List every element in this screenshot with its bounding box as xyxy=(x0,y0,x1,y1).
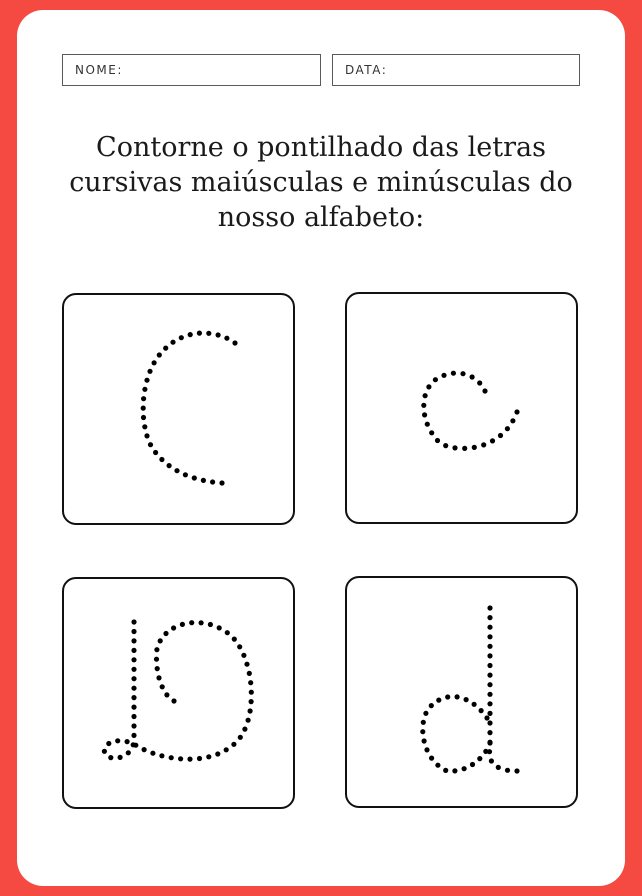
tracing-dot xyxy=(484,715,489,720)
tracing-card-uppercase-c xyxy=(62,293,295,525)
tracing-dot xyxy=(487,682,492,687)
tracing-dot xyxy=(487,740,492,745)
tracing-dot xyxy=(108,755,113,760)
tracing-dot xyxy=(106,741,111,746)
tracing-dot xyxy=(487,720,492,725)
tracing-dot xyxy=(188,332,193,337)
tracing-dot xyxy=(487,653,492,658)
tracing-dot xyxy=(420,729,425,734)
tracing-dot xyxy=(421,720,426,725)
tracing-dot xyxy=(443,443,448,448)
tracing-dot xyxy=(163,631,168,636)
tracing-dot xyxy=(241,653,246,658)
tracing-dot xyxy=(460,371,465,376)
tracing-dot xyxy=(154,647,159,652)
tracing-dot xyxy=(477,756,482,761)
tracing-dot xyxy=(477,380,482,385)
tracing-dot xyxy=(479,708,484,713)
tracing-dot xyxy=(158,638,163,643)
tracing-dot xyxy=(462,766,467,771)
tracing-dot xyxy=(510,418,515,423)
tracing-dot xyxy=(170,340,175,345)
tracing-dot xyxy=(247,671,252,676)
tracing-dot xyxy=(248,680,253,685)
tracing-dot xyxy=(487,605,492,610)
tracing-dot xyxy=(141,415,146,420)
tracing-dot xyxy=(487,663,492,668)
dotted-letter-lowercase-d xyxy=(347,578,580,810)
tracing-dot xyxy=(131,619,136,624)
tracing-dot xyxy=(487,730,492,735)
tracing-dot xyxy=(126,750,131,755)
tracing-dot xyxy=(249,690,254,695)
tracing-dot xyxy=(423,393,428,398)
tracing-dot xyxy=(224,336,229,341)
tracing-dot xyxy=(443,768,448,773)
tracing-dot xyxy=(238,735,243,740)
tracing-dot xyxy=(201,478,206,483)
tracing-dot xyxy=(147,369,152,374)
tracing-dot xyxy=(142,424,147,429)
tracing-dot xyxy=(422,412,427,417)
tracing-dot xyxy=(157,352,162,357)
name-label: NOME: xyxy=(75,63,123,77)
tracing-dot xyxy=(217,625,222,630)
tracing-dot xyxy=(131,648,136,653)
tracing-dot xyxy=(115,738,120,743)
tracing-dot xyxy=(472,702,477,707)
tracing-dot xyxy=(224,747,229,752)
tracing-dot xyxy=(141,406,146,411)
tracing-dot xyxy=(169,755,174,760)
tracing-dot xyxy=(160,684,165,689)
tracing-dot xyxy=(131,638,136,643)
tracing-dot xyxy=(171,698,176,703)
tracing-dot xyxy=(156,675,161,680)
tracing-dot xyxy=(421,403,426,408)
worksheet xyxy=(17,10,625,886)
dotted-letter-uppercase-d xyxy=(64,579,297,811)
tracing-dot xyxy=(487,701,492,706)
tracing-dot xyxy=(153,450,158,455)
tracing-dot xyxy=(150,751,155,756)
tracing-dot xyxy=(487,615,492,620)
tracing-dot xyxy=(183,472,188,477)
tracing-dot xyxy=(171,625,176,630)
tracing-dot xyxy=(487,673,492,678)
tracing-dot xyxy=(452,768,457,773)
tracing-dot xyxy=(489,758,494,763)
tracing-dot xyxy=(490,438,495,443)
tracing-dot xyxy=(487,711,492,716)
tracing-dot xyxy=(174,468,179,473)
tracing-dot xyxy=(142,747,147,752)
date-field[interactable] xyxy=(332,54,580,86)
tracing-dot xyxy=(232,637,237,642)
tracing-dot xyxy=(206,331,211,336)
tracing-dot xyxy=(514,768,519,773)
tracing-dot xyxy=(424,747,429,752)
tracing-dot xyxy=(423,711,428,716)
tracing-dot xyxy=(197,756,202,761)
tracing-dot xyxy=(441,373,446,378)
tracing-dot xyxy=(208,622,213,627)
tracing-dot xyxy=(141,396,146,401)
tracing-dot xyxy=(244,662,249,667)
tracing-dot xyxy=(462,446,467,451)
tracing-dot xyxy=(429,703,434,708)
tracing-dot xyxy=(436,698,441,703)
tracing-dot xyxy=(426,384,431,389)
tracing-dot xyxy=(159,457,164,462)
tracing-dot xyxy=(487,634,492,639)
tracing-dot xyxy=(148,442,153,447)
tracing-dot xyxy=(155,666,160,671)
tracing-dot xyxy=(483,749,488,754)
tracing-dot xyxy=(435,763,440,768)
tracing-dot xyxy=(178,756,183,761)
tracing-dot xyxy=(142,387,147,392)
tracing-dot xyxy=(451,371,456,376)
tracing-dot xyxy=(215,751,220,756)
tracing-dot xyxy=(248,708,253,713)
tracing-dot xyxy=(487,644,492,649)
tracing-dot xyxy=(159,753,164,758)
tracing-dot xyxy=(192,475,197,480)
name-field[interactable] xyxy=(62,54,321,86)
tracing-dot xyxy=(455,694,460,699)
tracing-dot xyxy=(216,332,221,337)
tracing-dot xyxy=(131,733,136,738)
tracing-dot xyxy=(452,445,457,450)
tracing-dot xyxy=(496,765,501,770)
tracing-dot xyxy=(131,723,136,728)
tracing-dot xyxy=(445,694,450,699)
tracing-dot xyxy=(154,657,159,662)
instructions-text: Contorne o pontilhado das letras cursivas maiúsculas e minúsculas do nosso alfabeto: xyxy=(69,132,573,233)
tracing-dot xyxy=(199,620,204,625)
date-label: DATA: xyxy=(345,63,388,77)
tracing-dot xyxy=(131,686,136,691)
tracing-dot xyxy=(505,768,510,773)
tracing-dot xyxy=(225,630,230,635)
tracing-dot xyxy=(242,727,247,732)
tracing-dot xyxy=(144,433,149,438)
tracing-dot xyxy=(189,620,194,625)
dotted-letter-lowercase-c xyxy=(347,294,580,526)
tracing-dot xyxy=(131,695,136,700)
tracing-dot xyxy=(187,757,192,762)
tracing-dot xyxy=(429,756,434,761)
tracing-dot xyxy=(487,692,492,697)
tracing-dot xyxy=(505,426,510,431)
tracing-dot xyxy=(435,438,440,443)
tracing-dot xyxy=(180,622,185,627)
tracing-dot xyxy=(144,378,149,383)
tracing-dot xyxy=(125,739,130,744)
tracing-dot xyxy=(422,738,427,743)
tracing-dot xyxy=(131,667,136,672)
tracing-dot xyxy=(433,377,438,382)
tracing-dot xyxy=(487,625,492,630)
tracing-dot xyxy=(102,749,107,754)
tracing-dot xyxy=(498,433,503,438)
tracing-dot xyxy=(429,430,434,435)
tracing-dot xyxy=(152,360,157,365)
tracing-dot xyxy=(131,657,136,662)
tracing-dot xyxy=(514,409,519,414)
tracing-dot xyxy=(470,762,475,767)
tracing-card-lowercase-c xyxy=(345,292,578,524)
tracing-dot xyxy=(131,629,136,634)
tracing-dot xyxy=(219,480,224,485)
tracing-dot xyxy=(425,422,430,427)
tracing-dot xyxy=(464,697,469,702)
tracing-dot xyxy=(163,346,168,351)
tracing-dot xyxy=(167,463,172,468)
tracing-dot xyxy=(232,340,237,345)
tracing-dot xyxy=(206,754,211,759)
tracing-dot xyxy=(133,743,138,748)
tracing-dot xyxy=(210,479,215,484)
tracing-dot xyxy=(118,755,123,760)
tracing-dot xyxy=(197,331,202,336)
tracing-card-lowercase-d xyxy=(345,576,578,808)
tracing-dot xyxy=(249,699,254,704)
tracing-card-uppercase-d xyxy=(62,577,295,809)
tracing-dot xyxy=(179,335,184,340)
tracing-dot xyxy=(472,445,477,450)
tracing-dot xyxy=(131,676,136,681)
tracing-dot xyxy=(231,742,236,747)
tracing-dot xyxy=(237,644,242,649)
tracing-dot xyxy=(481,442,486,447)
tracing-dot xyxy=(164,692,169,697)
tracing-dot xyxy=(482,388,487,393)
tracing-dot xyxy=(131,705,136,710)
dotted-letter-uppercase-c xyxy=(64,295,297,527)
tracing-dot xyxy=(131,714,136,719)
tracing-dot xyxy=(246,718,251,723)
tracing-dot xyxy=(470,374,475,379)
